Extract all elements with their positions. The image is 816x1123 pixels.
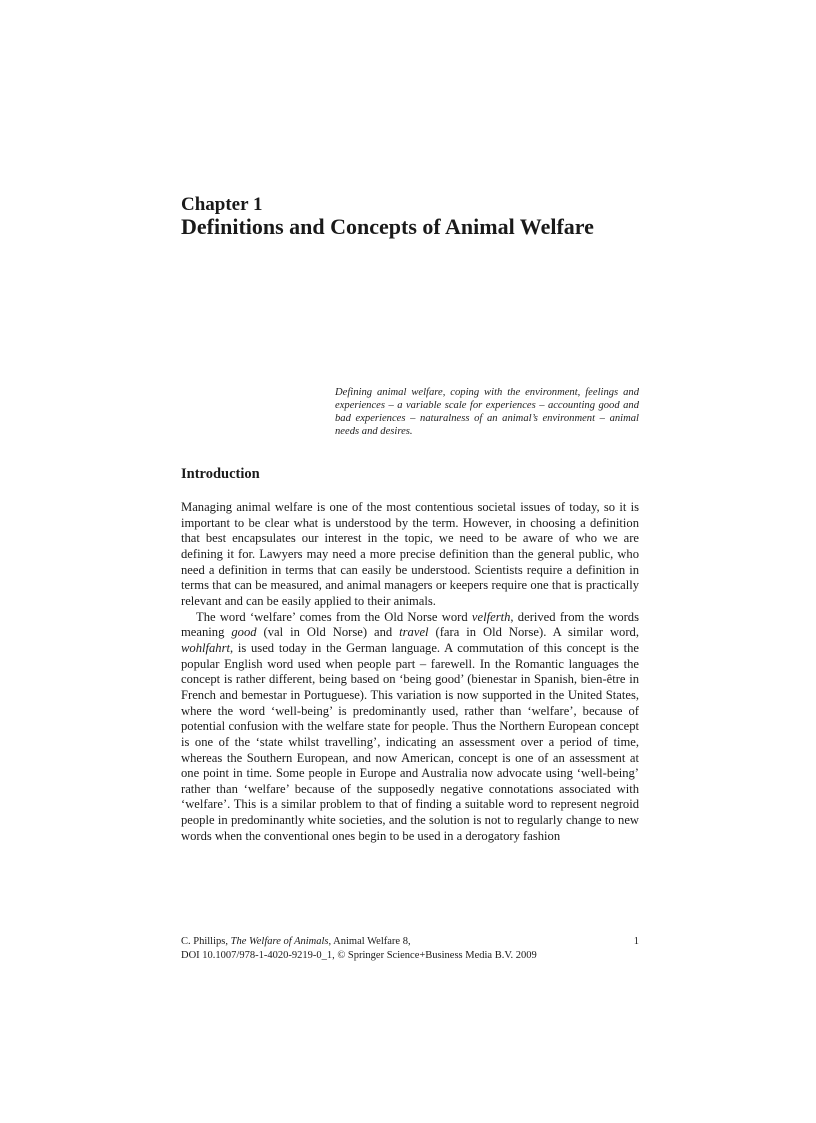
chapter-abstract: Defining animal welfare, coping with the environment, feelings and experiences – a variable scale for experiences – accounting good and bad experiences – naturalness of an animal’s environment – animal needs and desires.: [335, 387, 639, 437]
emphasis-term: velferth: [471, 609, 511, 624]
body-text: [181, 500, 639, 844]
emphasis-term: good: [231, 625, 257, 640]
emphasis-term: travel: [399, 625, 429, 640]
paragraph-2-text: (fara in Old Norse). A similar word,: [428, 625, 639, 640]
paragraph-2-text: , is used today in the German language. A commutation of this concept is the popular English word used when people part – farewell. In the Romantic languages the concept is rather different, being based on ‘being good’ (bienestar in Spanish, bien-être in French and bemestar in Portuguese). This variation is now supported in the United States, where the word ‘well-being’ is predominantly used, rather than ‘welfare’, because of potential confusion with the welfare state for people. Thus the Northern European concept is one of the ‘state whilst travelling’, indicating an assessment over a period of time, whereas the Southern European, and now American, concept is one of an assessment at one point in time. Some people in Europe and Australia now advocate using ‘well-being’ rather than ‘welfare’ because of the supposedly negative connotations associated with ‘welfare’. This is a similar problem to that of finding a suitable word to represent negroid people in predominantly white societies, and the solution is not to regularly change to new words when the conventional ones begin to be used in a derogatory fashion: [181, 640, 639, 843]
footer-citation-row: [181, 935, 639, 949]
paragraph-2-text: , derived from the words meaning: [181, 609, 640, 640]
page-number: 1: [633, 936, 639, 947]
paragraph-2-text: The word ‘welfare’ comes from the Old Norse word: [196, 609, 472, 624]
paragraph-2-text: (val in Old Norse) and: [256, 625, 400, 640]
paragraph-1: Managing animal welfare is one of the most contentious societal issues of today, so it is important to be clear what is understood by the term. However, in choosing a definition that best encapsulates our interest in the topic, we need to be aware of who we are defining it for. Lawyers may need a more precise definition than the general public, who need a definition in terms that can easily be understood. Scientists require a definition in terms that can be measured, and animal managers or keepers require one that is practically relevant and can be easily applied to their animals.: [181, 500, 639, 608]
citation-series: , Animal Welfare 8,: [328, 936, 411, 947]
footer-doi: DOI 10.1007/978-1-4020-9219-0_1, © Springer Science+Business Media B.V. 2009: [181, 949, 537, 961]
chapter-title: Definitions and Concepts of Animal Welfare: [181, 214, 594, 239]
citation-author: C. Phillips,: [181, 936, 231, 947]
section-heading: Introduction: [181, 466, 260, 482]
footer-citation: [181, 935, 411, 949]
citation-book-title: The Welfare of Animals: [230, 936, 329, 947]
paragraph-2: [181, 610, 639, 845]
chapter-label: Chapter 1: [181, 194, 263, 215]
page-footer: [181, 935, 639, 962]
emphasis-term: wohlfahrt: [181, 640, 230, 655]
